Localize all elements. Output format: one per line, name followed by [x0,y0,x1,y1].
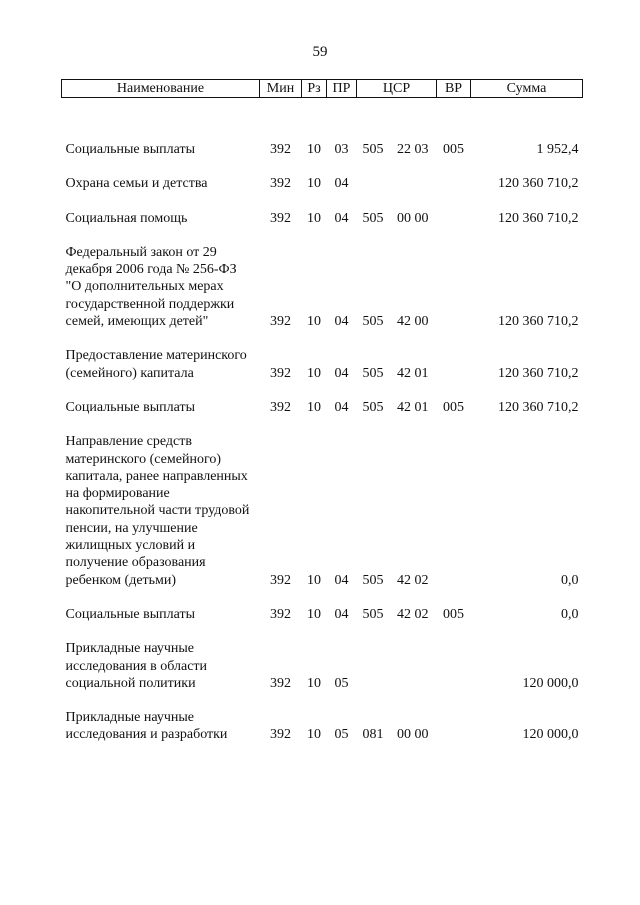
row-min: 392 [270,314,291,330]
row-min: 392 [270,176,291,192]
table-row [62,589,583,623]
row-sum: 120 000,0 [522,727,579,743]
table-row [62,330,583,382]
header-rz: Рз [302,80,327,98]
row-vr [437,227,471,330]
row-sum: 120 360 710,2 [498,399,579,415]
row-rz: 10 [307,606,321,622]
row-rz: 10 [307,675,321,691]
row-csr-code: 42 01 [397,399,429,415]
row-rz: 10 [307,176,321,192]
row-csr-code: 00 00 [397,727,429,743]
row-vr [437,330,471,382]
row-sum: 120 360 710,2 [498,365,579,381]
row-csr [357,227,437,330]
row-csr [357,158,437,192]
row-name: Социальная помощь [65,210,188,226]
row-csr [357,330,437,382]
row-pr: 04 [334,399,349,415]
row-min: 392 [270,399,291,415]
row-sum: 120 000,0 [522,675,579,691]
row-pr: 04 [334,314,349,330]
row-vr [437,416,471,589]
row-rz: 10 [307,314,321,330]
row-csr-program: 505 [362,210,384,226]
header-pr: ПР [327,80,357,98]
row-name: Социальные выплаты [65,606,196,622]
row-csr-program: 081 [362,727,384,743]
row-rz: 10 [307,142,321,157]
header-name: Наименование [62,80,260,98]
table-row [62,158,583,192]
row-rz: 10 [307,210,321,226]
table-row [62,382,583,416]
table-row [62,193,583,227]
row-rz: 10 [307,399,321,415]
row-name: Охрана семьи и детства [65,176,208,192]
row-pr: 04 [334,210,349,226]
row-vr [437,623,471,692]
row-csr [357,416,437,589]
header-sum: Сумма [471,80,583,98]
row-pr: 05 [334,727,349,743]
row-csr-program: 505 [362,314,384,330]
row-csr-program: 505 [362,142,384,157]
table-row [62,416,583,589]
row-name: Прикладные научные исследования и разработки [65,710,228,743]
row-pr: 04 [334,365,349,381]
row-vr: 005 [443,399,464,415]
row-csr-code: 42 02 [397,572,429,588]
row-vr [437,692,471,744]
row-min: 392 [270,727,291,743]
table-row [62,623,583,692]
row-vr: 005 [443,142,464,157]
row-min: 392 [270,606,291,622]
row-csr [357,589,437,623]
row-sum: 120 360 710,2 [498,210,579,226]
row-sum: 120 360 710,2 [498,314,579,330]
header-csr: ЦСР [357,80,437,98]
row-name: Социальные выплаты [65,142,196,157]
row-name: Прикладные научные исследования в области социальной политики [65,641,208,691]
row-rz: 10 [307,365,321,381]
page-number: 59 [312,44,328,60]
row-csr-code: 22 03 [397,142,429,157]
row-csr [357,98,437,159]
row-sum: 0,0 [561,572,579,588]
table-row [62,692,583,744]
row-csr-program: 505 [362,399,384,415]
row-min: 392 [270,210,291,226]
row-csr-program: 505 [362,572,384,588]
row-rz: 10 [307,572,321,588]
header-min: Мин [260,80,302,98]
row-pr: 04 [334,606,349,622]
row-min: 392 [270,142,291,157]
row-min: 392 [270,572,291,588]
table-header-row [62,80,583,98]
row-name: Направление средств материнского (семейного) капитала, ранее направленных на формирование накопительной части трудовой пенсии, на улучшение жилищных условий и получение образования ребенком (детьми) [65,434,250,588]
row-rz: 10 [307,727,321,743]
budget-table [61,79,583,744]
row-csr [357,193,437,227]
row-csr [357,382,437,416]
row-pr: 05 [334,675,349,691]
row-csr-code: 00 00 [397,210,429,226]
row-vr [437,193,471,227]
table-row [62,227,583,330]
row-name: Предоставление материнского (семейного) капитала [65,348,247,381]
row-csr [357,623,437,692]
row-name: Федеральный закон от 29 декабря 2006 года № 256-ФЗ "О дополнительных мерах государственной поддержки семей, имеющих детей" [65,244,237,330]
row-csr-code: 42 02 [397,606,429,622]
row-csr-program: 505 [362,606,384,622]
row-pr: 03 [334,142,349,157]
row-vr: 005 [443,606,464,622]
row-sum: 1 952,4 [536,142,579,157]
row-name: Социальные выплаты [65,399,196,415]
row-sum: 0,0 [561,606,579,622]
row-pr: 04 [334,572,349,588]
header-vr: ВР [437,80,471,98]
row-min: 392 [270,365,291,381]
row-csr-program: 505 [362,365,384,381]
table-row [62,98,583,159]
row-min: 392 [270,675,291,691]
row-csr-code: 42 01 [397,365,429,381]
row-csr [357,692,437,744]
row-sum: 120 360 710,2 [498,176,579,192]
row-vr [437,158,471,192]
row-csr-code: 42 00 [397,314,429,330]
row-pr: 04 [334,176,349,192]
